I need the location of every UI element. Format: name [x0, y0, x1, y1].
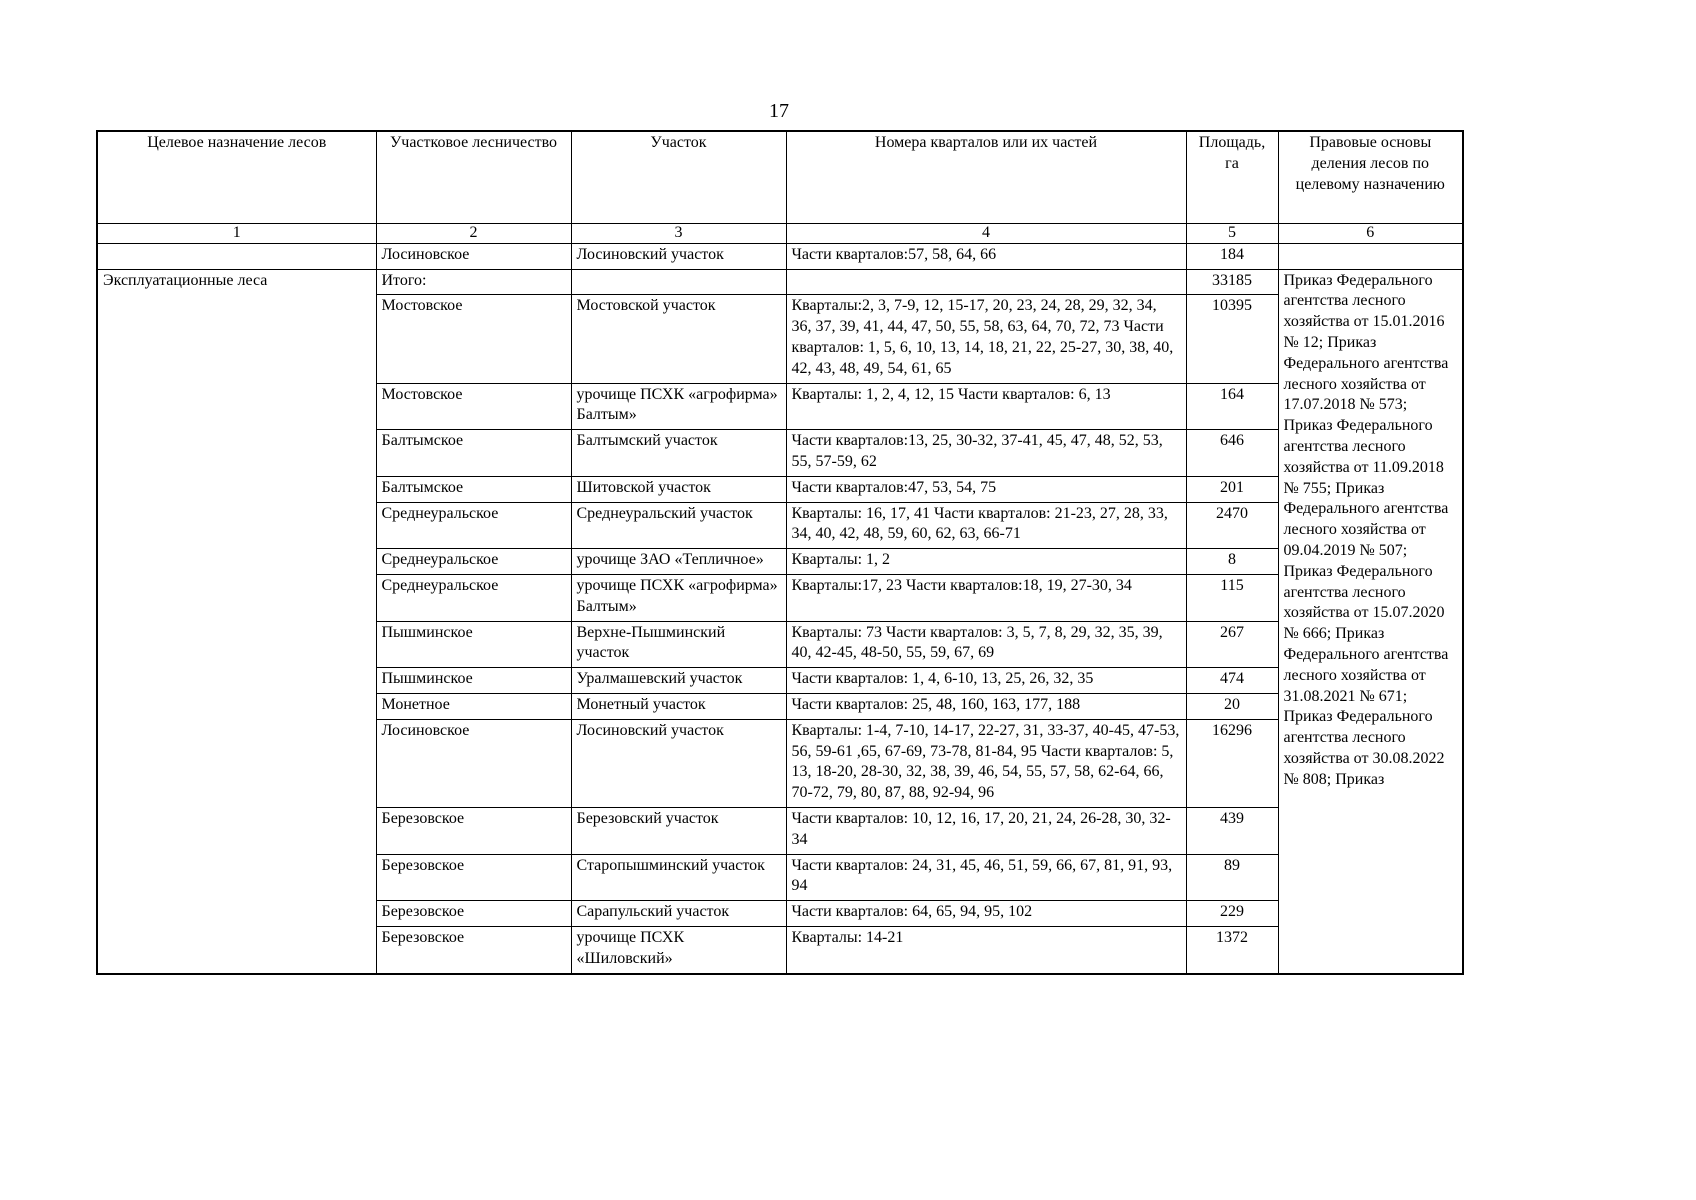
column-number-row: [97, 223, 1463, 243]
column-number-2: 2: [376, 223, 571, 243]
header-legal-basis: Правовые основы деления лесов по целевому назначению: [1278, 131, 1463, 223]
area-cell: 164: [1186, 383, 1278, 430]
plot-cell: урочище ЗАО «Тепличное»: [571, 549, 786, 575]
plot-cell: [571, 269, 786, 295]
forestry-cell: Березовское: [376, 927, 571, 974]
column-number-6: 6: [1278, 223, 1463, 243]
table-row-continuation: [97, 243, 1463, 269]
quarters-cell: Части кварталов: 25, 48, 160, 163, 177, 188: [786, 694, 1186, 720]
quarters-cell: Кварталы: 16, 17, 41 Части кварталов: 21-23, 27, 28, 33, 34, 40, 42, 48, 59, 60, 62, 63, 66-71: [786, 502, 1186, 549]
plot-cell: урочище ПСХК «агрофирма» Балтым»: [571, 575, 786, 622]
plot-cell: Верхне-Пышминский участок: [571, 621, 786, 668]
forestry-cell: Среднеуральское: [376, 502, 571, 549]
forestry-cell: Среднеуральское: [376, 549, 571, 575]
area-cell: 20: [1186, 694, 1278, 720]
column-number-1: 1: [97, 223, 376, 243]
column-number-4: 4: [786, 223, 1186, 243]
plot-cell: Старопышминский участок: [571, 854, 786, 901]
table-header-row: [97, 131, 1463, 223]
forest-designation-table: [96, 130, 1464, 975]
area-cell: 16296: [1186, 719, 1278, 807]
plot-cell: урочище ПСХК «Шиловский»: [571, 927, 786, 974]
quarters-cell: Части кварталов: 64, 65, 94, 95, 102: [786, 901, 1186, 927]
totals-label-cell: Итого:: [376, 269, 571, 295]
quarters-cell: Части кварталов:13, 25, 30-32, 37-41, 45, 47, 48, 52, 53, 55, 57-59, 62: [786, 430, 1186, 477]
quarters-cell: Кварталы: 1, 2: [786, 549, 1186, 575]
plot-cell: Шитовской участок: [571, 476, 786, 502]
area-cell: 8: [1186, 549, 1278, 575]
quarters-cell: Кварталы: 1-4, 7-10, 14-17, 22-27, 31, 33-37, 40-45, 47-53, 56, 59-61 ,65, 67-69, 73-78, 81-84, 95 Части кварталов: 5, 13, 18-20, 28-30, 32, 38, 39, 46, 54, 55, 57, 58, 62-64, 66, 70-72, 79, 80, 87, 88, 92-94, 96: [786, 719, 1186, 807]
forestry-cell: Лосиновское: [376, 243, 571, 269]
header-forestry: Участковое лесничество: [376, 131, 571, 223]
plot-cell: урочище ПСХК «агрофирма» Балтым»: [571, 383, 786, 430]
area-cell: 267: [1186, 621, 1278, 668]
header-designation: Целевое назначение лесов: [97, 131, 376, 223]
forestry-cell: Пышминское: [376, 668, 571, 694]
plot-cell: Среднеуральский участок: [571, 502, 786, 549]
area-cell: 1372: [1186, 927, 1278, 974]
forestry-cell: Мостовское: [376, 295, 571, 383]
quarters-cell: [786, 269, 1186, 295]
header-quarters: Номера кварталов или их частей: [786, 131, 1186, 223]
quarters-cell: Части кварталов:47, 53, 54, 75: [786, 476, 1186, 502]
area-cell: 646: [1186, 430, 1278, 477]
designation-cell: Эксплуатационные леса: [97, 269, 376, 973]
column-number-3: 3: [571, 223, 786, 243]
plot-cell: Березовский участок: [571, 808, 786, 855]
quarters-cell: Части кварталов: 24, 31, 45, 46, 51, 59, 66, 67, 81, 91, 93, 94: [786, 854, 1186, 901]
quarters-cell: Кварталы: 73 Части кварталов: 3, 5, 7, 8, 29, 32, 35, 39, 40, 42-45, 48-50, 55, 59, 67, 69: [786, 621, 1186, 668]
column-number-5: 5: [1186, 223, 1278, 243]
quarters-cell: Кварталы: 14-21: [786, 927, 1186, 974]
forestry-cell: Березовское: [376, 854, 571, 901]
forestry-cell: Березовское: [376, 808, 571, 855]
plot-cell: Мостовской участок: [571, 295, 786, 383]
header-plot: Участок: [571, 131, 786, 223]
forestry-cell: Среднеуральское: [376, 575, 571, 622]
area-cell: 115: [1186, 575, 1278, 622]
page-number: 17: [769, 100, 789, 122]
area-cell: 10395: [1186, 295, 1278, 383]
quarters-cell: Кварталы: 1, 2, 4, 12, 15 Части кварталов: 6, 13: [786, 383, 1186, 430]
area-cell: 2470: [1186, 502, 1278, 549]
legal-basis-cell: [1278, 243, 1463, 269]
area-cell: 33185: [1186, 269, 1278, 295]
area-cell: 184: [1186, 243, 1278, 269]
plot-cell: Балтымский участок: [571, 430, 786, 477]
plot-cell: Монетный участок: [571, 694, 786, 720]
forestry-cell: Пышминское: [376, 621, 571, 668]
plot-cell: Сарапульский участок: [571, 901, 786, 927]
quarters-cell: Части кварталов:57, 58, 64, 66: [786, 243, 1186, 269]
forestry-cell: Монетное: [376, 694, 571, 720]
forestry-cell: Балтымское: [376, 476, 571, 502]
quarters-cell: Кварталы:17, 23 Части кварталов:18, 19, 27-30, 34: [786, 575, 1186, 622]
table-row-totals: [97, 269, 1463, 295]
area-cell: 89: [1186, 854, 1278, 901]
plot-cell: Лосиновский участок: [571, 719, 786, 807]
legal-basis-cell: Приказ Федерального агентства лесного хозяйства от 15.01.2016 № 12; Приказ Федерального агентства лесного хозяйства от 17.07.2018 № 573; Приказ Федерального агентства лесного хозяйства от 11.09.2018 № 755; Приказ Федерального агентства лесного хозяйства от 09.04.2019 № 507; Приказ Федерального агентства лесного хозяйства от 15.07.2020 № 666; Приказ Федерального агентства лесного хозяйства от 31.08.2021 № 671; Приказ Федерального агентства лесного хозяйства от 30.08.2022 № 808; Приказ: [1278, 269, 1463, 973]
area-cell: 474: [1186, 668, 1278, 694]
header-area: Площадь, га: [1186, 131, 1278, 223]
quarters-cell: Части кварталов: 10, 12, 16, 17, 20, 21, 24, 26-28, 30, 32-34: [786, 808, 1186, 855]
plot-cell: Лосиновский участок: [571, 243, 786, 269]
area-cell: 229: [1186, 901, 1278, 927]
forestry-cell: Мостовское: [376, 383, 571, 430]
quarters-cell: Кварталы:2, 3, 7-9, 12, 15-17, 20, 23, 24, 28, 29, 32, 34, 36, 37, 39, 41, 44, 47, 50, 55, 58, 63, 64, 70, 72, 73 Части кварталов: 1, 5, 6, 10, 13, 14, 18, 21, 22, 25-27, 30, 38, 40, 42, 43, 48, 49, 54, 61, 65: [786, 295, 1186, 383]
forestry-cell: Березовское: [376, 901, 571, 927]
designation-cell: [97, 243, 376, 269]
forestry-cell: Балтымское: [376, 430, 571, 477]
area-cell: 201: [1186, 476, 1278, 502]
plot-cell: Уралмашевский участок: [571, 668, 786, 694]
forestry-cell: Лосиновское: [376, 719, 571, 807]
area-cell: 439: [1186, 808, 1278, 855]
quarters-cell: Части кварталов: 1, 4, 6-10, 13, 25, 26, 32, 35: [786, 668, 1186, 694]
